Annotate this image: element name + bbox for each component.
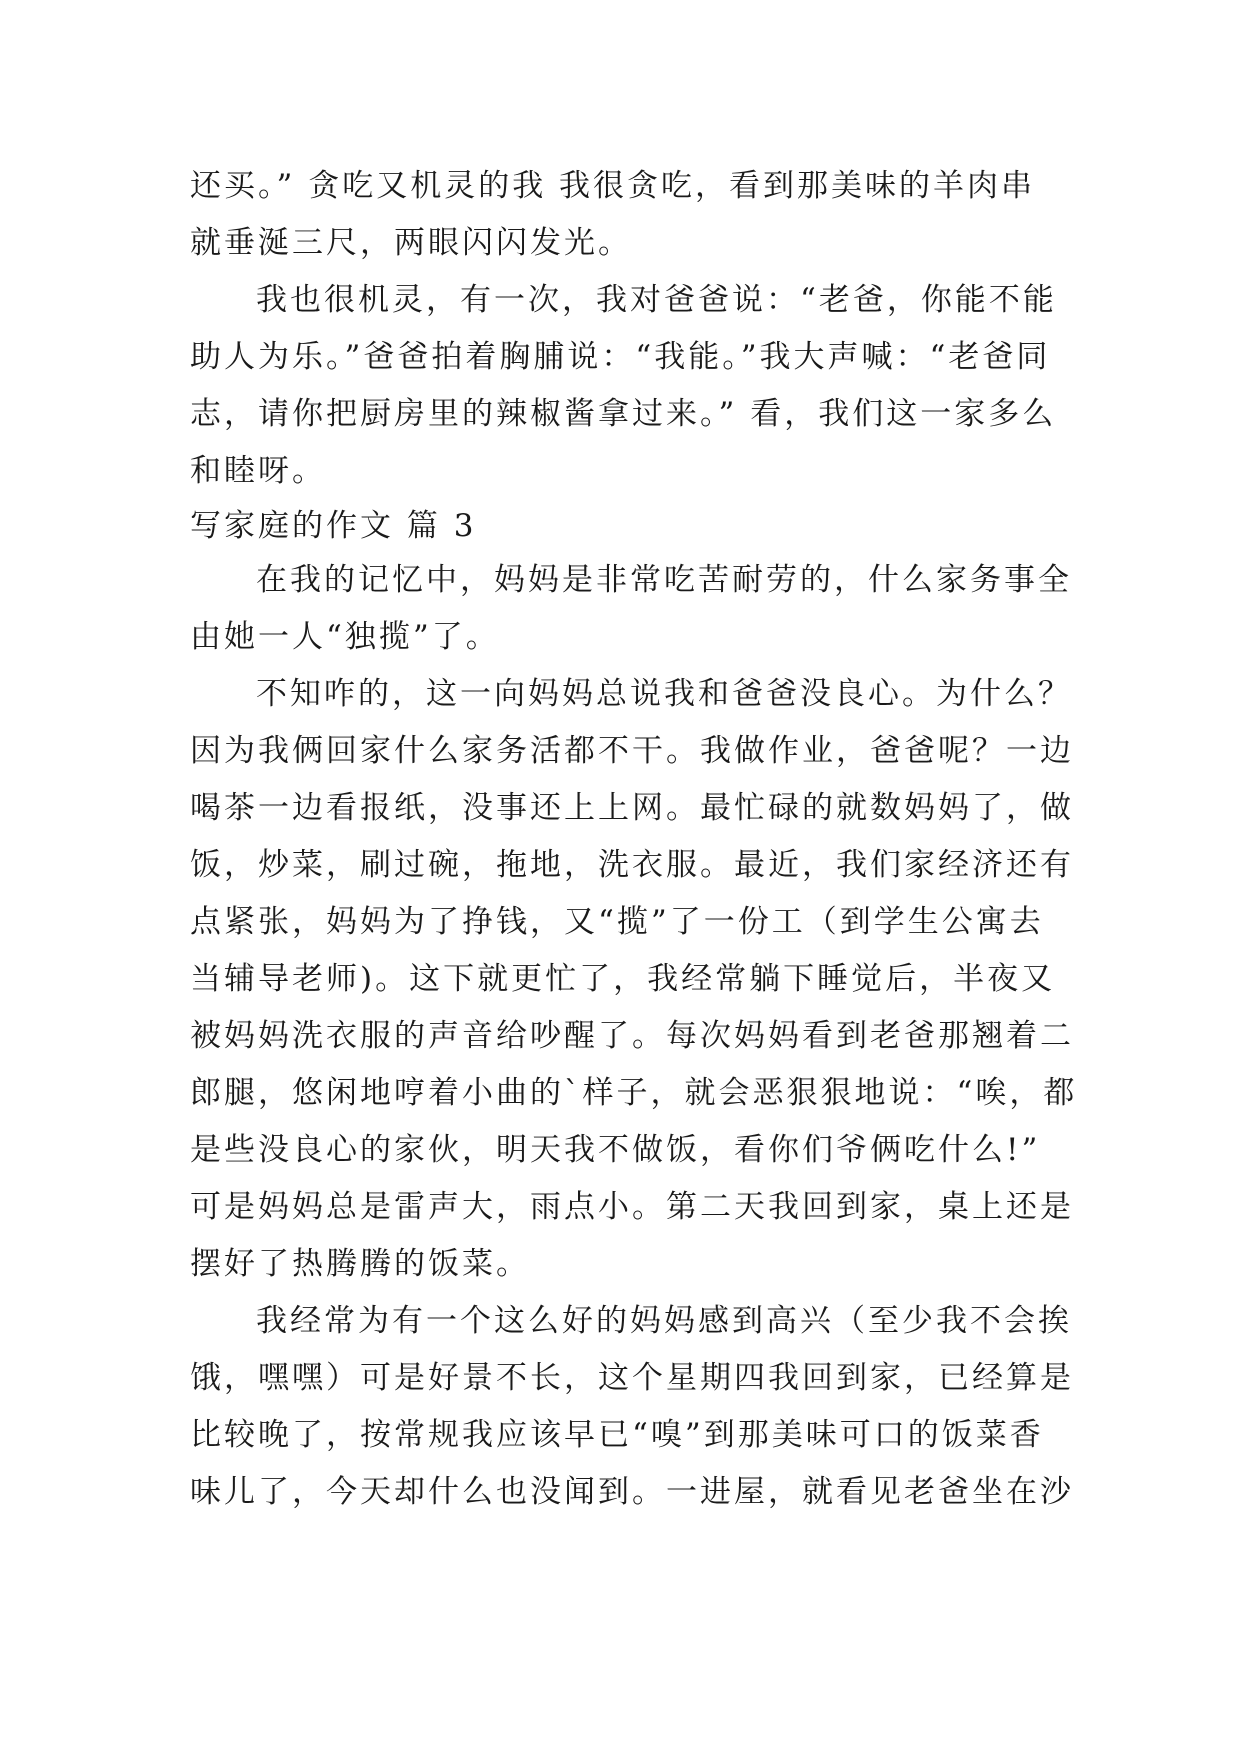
text-line: 在我的记忆中，妈妈是非常吃苦耐劳的，什么家务事全 — [256, 562, 1072, 598]
text-line: 因为我俩回家什么家务活都不干。我做作业，爸爸呢？一边 — [190, 733, 1074, 769]
section-heading: 写家庭的作文 篇 3 — [190, 508, 477, 544]
text-line: 就垂涎三尺，两眼闪闪发光。 — [190, 225, 632, 261]
text-line: 由她一人“独揽”了。 — [190, 619, 500, 655]
text-line: 比较晚了，按常规我应该早已“嗅”到那美味可口的饭菜香 — [190, 1417, 1044, 1453]
text-line: 我也很机灵，有一次，我对爸爸说：“老爸，你能不能 — [256, 282, 1057, 318]
text-line: 摆好了热腾腾的饭菜。 — [190, 1246, 530, 1282]
text-line: 可是妈妈总是雷声大，雨点小。第二天我回到家，桌上还是 — [190, 1189, 1074, 1225]
text-line: 郎腿，悠闲地哼着小曲的`样子，就会恶狠狠地说：“唉，都 — [190, 1075, 1078, 1111]
text-line: 不知咋的，这一向妈妈总说我和爸爸没良心。为什么？ — [256, 676, 1072, 712]
text-line: 和睦呀。 — [190, 453, 326, 489]
text-line: 味儿了，今天却什么也没闻到。一进屋，就看见老爸坐在沙 — [190, 1474, 1074, 1510]
text-line: 助人为乐。”爸爸拍着胸脯说：“我能。”我大声喊：“老爸同 — [190, 339, 1051, 375]
text-line: 饭，炒菜，刷过碗，拖地，洗衣服。最近，我们家经济还有 — [190, 847, 1074, 883]
text-line: 当辅导老师)。这下就更忙了，我经常躺下睡觉后，半夜又 — [190, 961, 1056, 997]
text-line: 我经常为有一个这么好的妈妈感到高兴（至少我不会挨 — [256, 1303, 1072, 1339]
text-line: 志，请你把厨房里的辣椒酱拿过来。” 看，我们这一家多么 — [190, 396, 1057, 432]
text-line: 被妈妈洗衣服的声音给吵醒了。每次妈妈看到老爸那翘着二 — [190, 1018, 1074, 1054]
text-line: 是些没良心的家伙，明天我不做饭，看你们爷俩吃什么!” — [190, 1132, 1041, 1168]
text-line: 还买。” 贪吃又机灵的我 我很贪吃，看到那美味的羊肉串 — [190, 168, 1036, 204]
text-line: 点紧张，妈妈为了挣钱，又“揽”了一份工（到学生公寓去 — [190, 904, 1044, 940]
text-line: 喝茶一边看报纸，没事还上上网。最忙碌的就数妈妈了，做 — [190, 790, 1074, 826]
text-line: 饿，嘿嘿）可是好景不长，这个星期四我回到家，已经算是 — [190, 1360, 1074, 1396]
document-page — [190, 158, 1078, 1521]
